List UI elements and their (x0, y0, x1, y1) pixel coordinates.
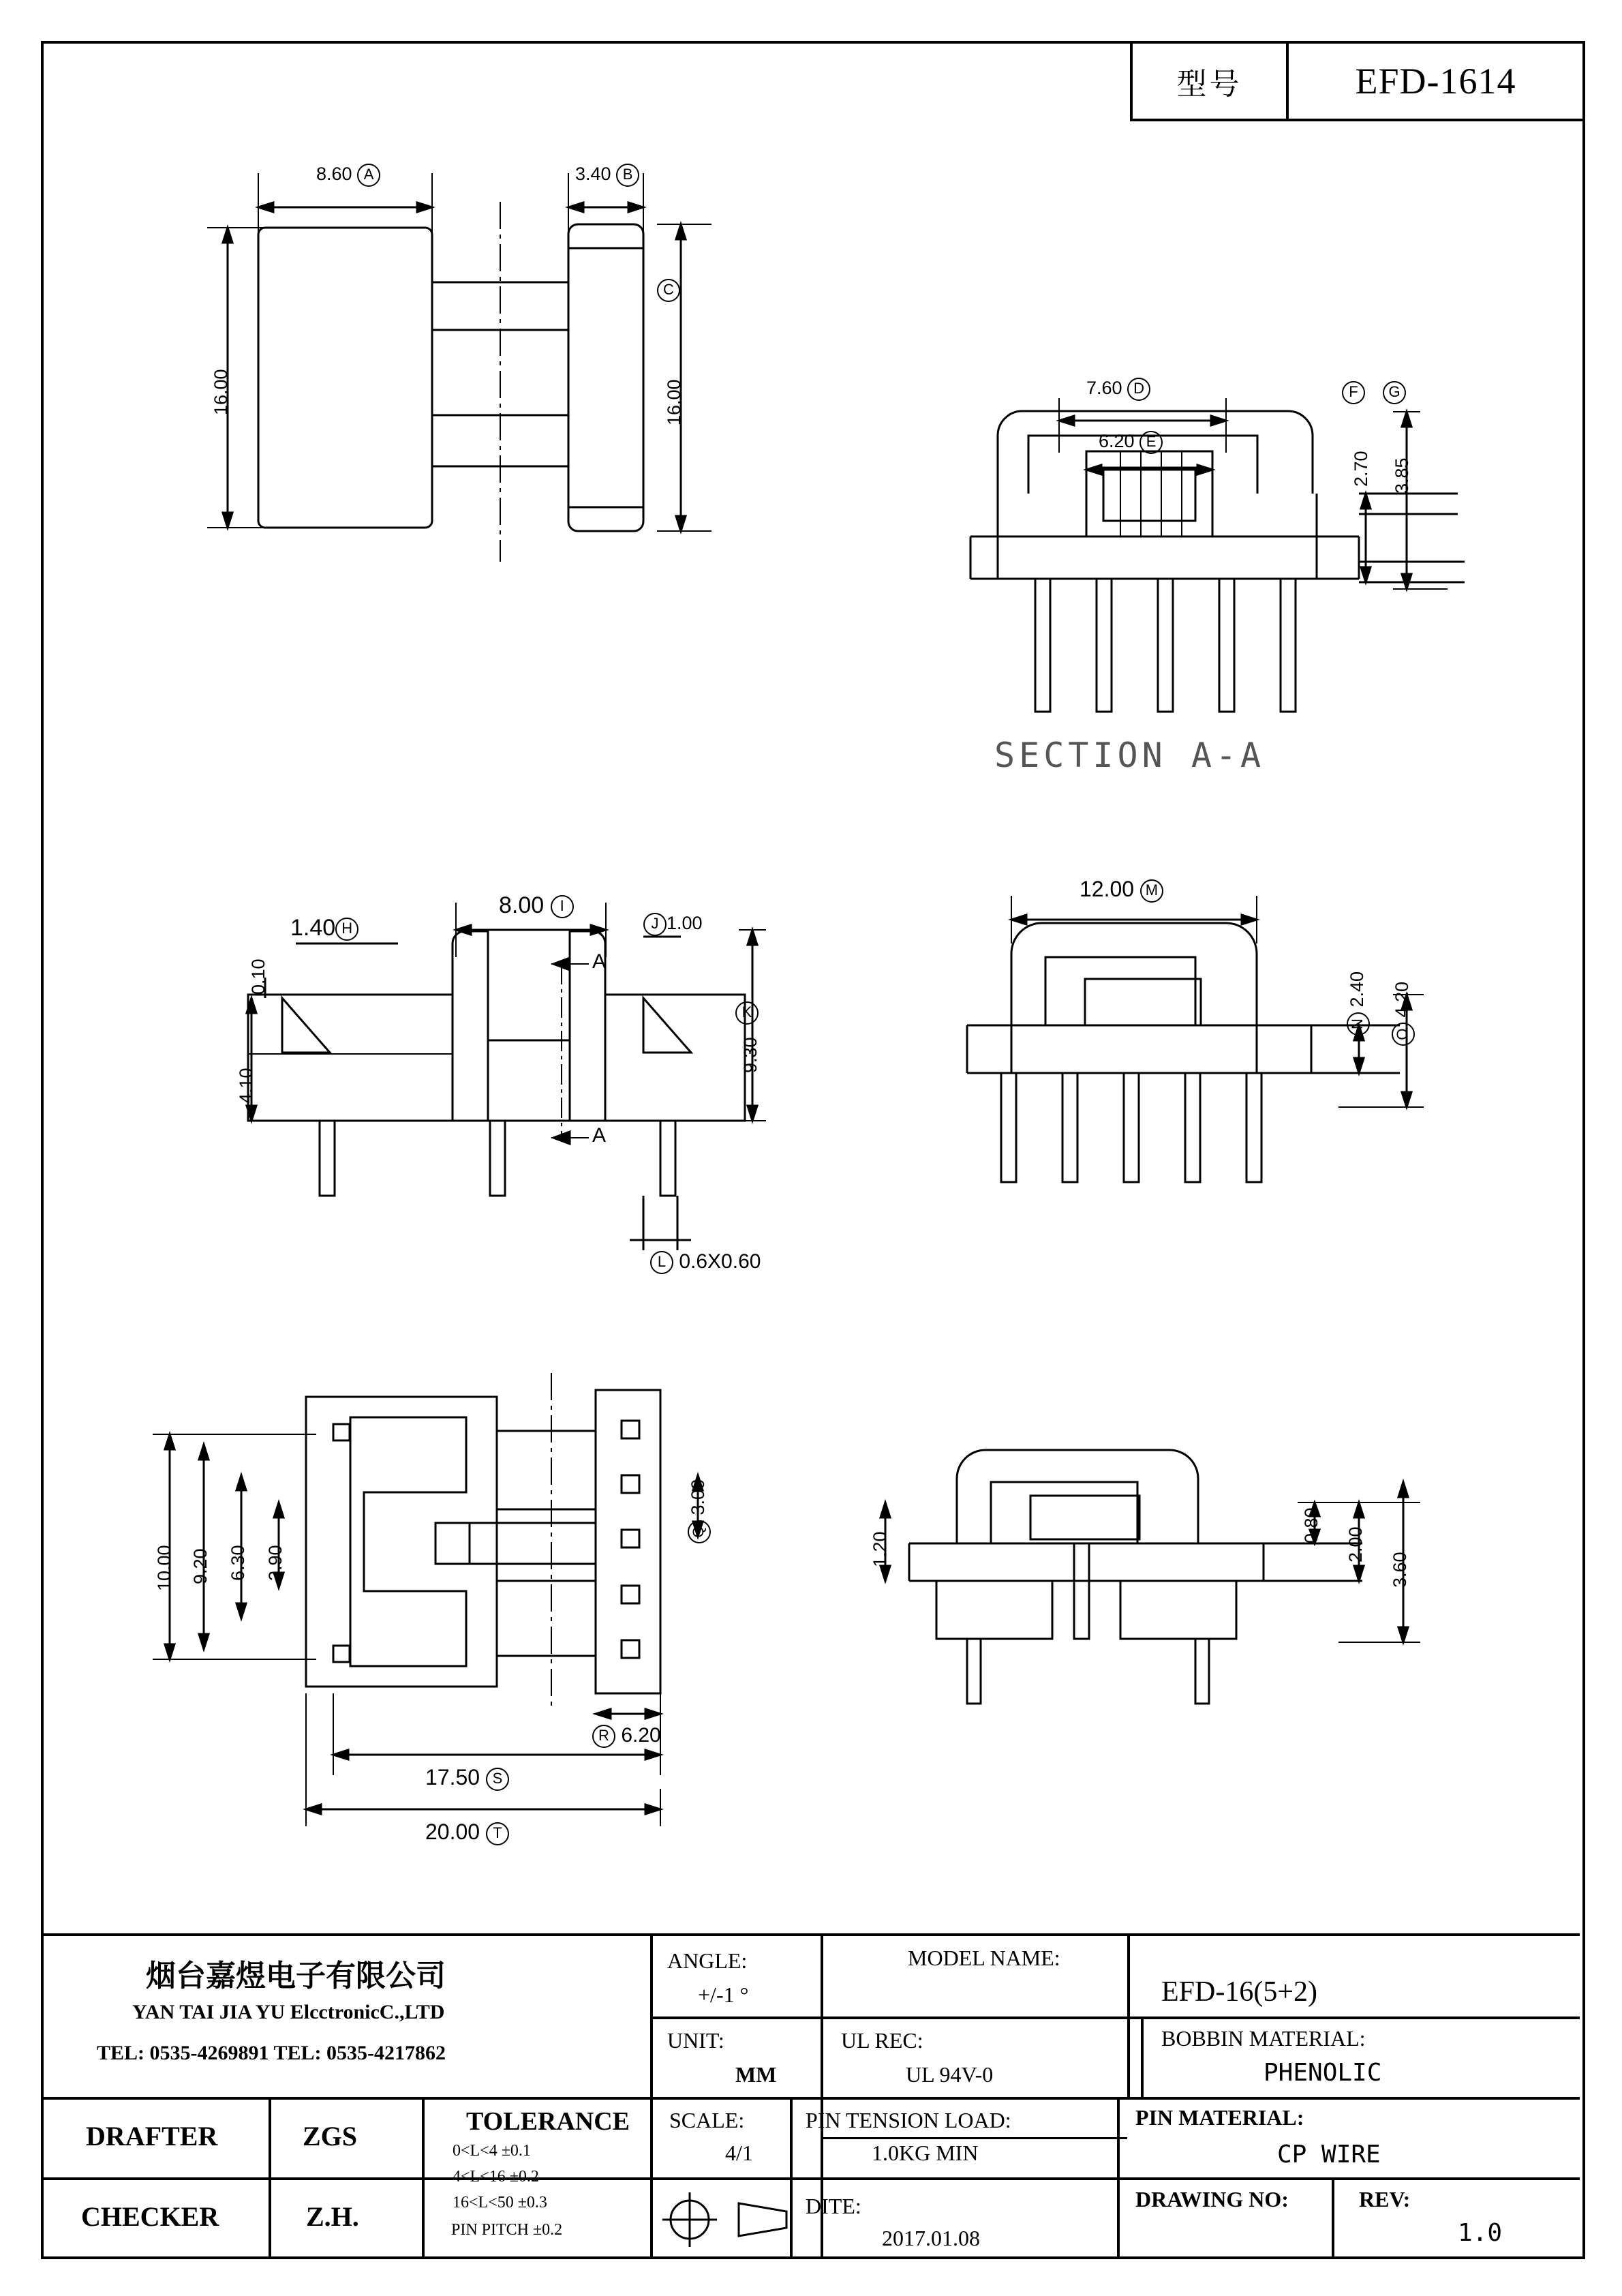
unit-value: MM (735, 2062, 777, 2087)
tolerance-row-1: 4<L<16 ±0.2 (453, 2168, 539, 2186)
dim-7.60: 7.60 D (1086, 378, 1150, 401)
dim-16.00-left: 16.00 (211, 369, 231, 415)
dim-3.85: 3.85 (1392, 457, 1412, 494)
rev-label: REV: (1359, 2187, 1411, 2211)
scale-value: 4/1 (725, 2141, 753, 2165)
pin-material-value: CP WIRE (1277, 2141, 1381, 2169)
company-tel: TEL: 0535-4269891 TEL: 0535-4217862 (97, 2042, 446, 2064)
section-mark-bottom: A (592, 1124, 607, 1147)
dim-9.30: 9.30 (740, 1037, 761, 1073)
tag-G (1383, 381, 1406, 404)
dim-1.20: 1.20 (870, 1531, 890, 1567)
tag-G-icon: G (1383, 381, 1406, 404)
dim-1.00: J 1.00 (643, 913, 703, 936)
date-value: 2017.01.08 (882, 2226, 980, 2250)
dim-3.60: 3.60 (1390, 1552, 1410, 1588)
dim-10.00: 10.00 (154, 1545, 174, 1591)
tag-R-icon: R (592, 1725, 615, 1748)
tag-L-icon: L (650, 1251, 673, 1274)
dim-8.60: 8.60 A (316, 164, 380, 187)
tag-S-icon: S (486, 1768, 509, 1791)
dim-6.20: 6.20 E (1099, 431, 1163, 454)
tag-I-icon: I (551, 895, 574, 918)
rev-value: 1.0 (1458, 2219, 1503, 2247)
tolerance-row-0: 0<L<4 ±0.1 (453, 2142, 531, 2160)
section-label: SECTION A-A (994, 736, 1266, 775)
pin-material-label: PIN MATERIAL: (1135, 2105, 1304, 2130)
drawing-no-label: DRAWING NO: (1135, 2187, 1289, 2211)
checker-value: Z.H. (306, 2201, 359, 2232)
company-name-cn: 烟台嘉煜电子有限公司 (146, 1959, 446, 1993)
dim-6.20-top: R 6.20 (592, 1724, 661, 1748)
tag-E-icon: E (1139, 431, 1163, 454)
tolerance-row-2: 16<L<50 ±0.3 (453, 2194, 547, 2211)
tag-K-icon: K (735, 1001, 759, 1025)
ul-rec-label: UL REC: (841, 2028, 923, 2053)
dim-9.20: 9.20 (190, 1548, 211, 1584)
dim-16.00-right: 16.00 (664, 379, 684, 425)
tag-T-icon: T (486, 1822, 509, 1845)
dim-2.70: 2.70 (1351, 451, 1371, 487)
dim-0.10: 0.10 (248, 958, 269, 995)
angle-value: +/-1 ° (698, 1982, 749, 2007)
tag-N-icon: N (1347, 1012, 1370, 1036)
tag-A-icon: A (357, 164, 380, 187)
dim-3.40: 3.40 B (575, 164, 639, 187)
tag-D-icon: D (1127, 378, 1150, 401)
tag-F-icon: F (1342, 381, 1365, 404)
dim-12.00: 12.00 M (1080, 877, 1163, 903)
scale-label: SCALE: (669, 2108, 745, 2132)
dim-20.00: 20.00 T (425, 1819, 509, 1845)
model-label: 型号 (1176, 67, 1242, 102)
tag-C-icon: C (657, 279, 680, 302)
section-mark-top: A (592, 950, 607, 973)
drawing-frame (41, 41, 1585, 2259)
angle-label: ANGLE: (667, 1948, 748, 1973)
bobbin-material-value: PHENOLIC (1264, 2059, 1382, 2087)
pin-tension-label: PIN TENSION LOAD: (806, 2108, 1011, 2132)
model-value: EFD-1614 (1355, 61, 1516, 102)
dim-4.20: O 4.20 (1392, 982, 1415, 1046)
tag-J-icon: J (643, 913, 667, 936)
dim-8.00: 8.00 I (499, 892, 574, 919)
bobbin-material-label: BOBBIN MATERIAL: (1161, 2026, 1366, 2051)
dim-2.00: 2.00 (1345, 1526, 1366, 1562)
title-block-table (44, 1933, 1580, 2256)
drafter-value: ZGS (303, 2121, 358, 2151)
dim-1.40: 1.40 H (290, 915, 358, 941)
tag-M-icon: M (1140, 879, 1163, 903)
company-name-en: YAN TAI JIA YU ElcctronicC.,LTD (132, 2001, 445, 2023)
tag-B-icon: B (616, 164, 639, 187)
checker-label: CHECKER (81, 2201, 219, 2232)
date-label: DITE: (806, 2194, 861, 2218)
tolerance-label: TOLERANCE (466, 2107, 630, 2136)
unit-label: UNIT: (667, 2028, 724, 2053)
dim-3.90: 3.90 (265, 1545, 286, 1581)
dim-4.10: 4.10 (236, 1068, 256, 1104)
dim-17.50: 17.50 S (425, 1765, 509, 1791)
tag-K (735, 1001, 759, 1025)
ul-rec-value: UL 94V-0 (906, 2062, 994, 2087)
model-name-value: EFD-16(5+2) (1161, 1976, 1317, 2008)
dim-0.80: 0.80 (1301, 1507, 1321, 1543)
dim-3.00: Q 3.00 (688, 1479, 711, 1543)
tag-C (657, 279, 680, 302)
tag-Q-icon: Q (688, 1520, 711, 1543)
pin-tension-value: 1.0KG MIN (872, 2141, 979, 2165)
model-name-label: MODEL NAME: (908, 1946, 1060, 1970)
dim-6.30: 6.30 (228, 1545, 248, 1581)
tag-O-icon: O (1392, 1023, 1415, 1046)
dim-2.40: N 2.40 (1347, 971, 1370, 1036)
tag-F (1342, 381, 1365, 404)
dim-L: L 0.6X0.60 (650, 1250, 761, 1274)
tag-H-icon: H (335, 918, 358, 941)
drafter-label: DRAFTER (86, 2121, 218, 2151)
tolerance-row-3: PIN PITCH ±0.2 (451, 2221, 563, 2239)
